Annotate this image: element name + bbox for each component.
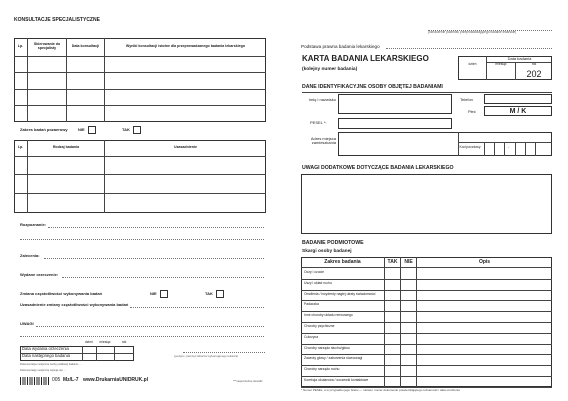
- table-row: [301, 344, 552, 355]
- no-cell[interactable]: [401, 300, 416, 311]
- exam-year-value[interactable]: 202: [526, 69, 542, 79]
- name-label: Imię i nazwisko: [308, 97, 336, 102]
- work-yes-checkbox[interactable]: [216, 290, 224, 298]
- sex-label: Płeć: [468, 109, 476, 114]
- institution-stamp-note: (oznaczenie podmiotu przeprowadzającego badanie lekarskie): [428, 30, 517, 34]
- description-cell[interactable]: [417, 365, 552, 376]
- card-title: KARTA BADANIA LEKARSKIEGO: [302, 54, 429, 63]
- barcode-icon: [20, 377, 50, 385]
- table-row: [301, 290, 552, 301]
- row-label: Choroby narządu słuchu/głosu: [304, 345, 350, 350]
- description-cell[interactable]: [417, 322, 552, 333]
- no-cell[interactable]: [401, 268, 416, 279]
- row-label: Oczy i czucie: [304, 270, 324, 274]
- table-row: [301, 268, 552, 279]
- table-row: [301, 300, 552, 311]
- consult-header-referral: Skierowanie do specjalisty: [33, 42, 61, 50]
- footer-url[interactable]: www.DrukarniaUNIDRUK.pl: [83, 377, 149, 383]
- yes-cell[interactable]: [385, 268, 400, 279]
- phone-field[interactable]: [484, 94, 552, 104]
- footer-code: 005: [52, 377, 61, 383]
- table-row: [301, 311, 552, 322]
- header-scope: Zakres badania: [324, 258, 361, 265]
- issue-day-col: dzień: [85, 340, 93, 344]
- no-cell[interactable]: [401, 354, 416, 365]
- certificate-label: Wydane orzeczenie:: [20, 272, 59, 277]
- row-label: Choroby psychiczne: [304, 324, 335, 328]
- row-label: Omdlenia / incydenty nagłej utraty świadomości: [304, 291, 376, 296]
- yes-cell[interactable]: [385, 376, 400, 387]
- exam-header-lp: Lp.: [17, 145, 24, 150]
- work-yes-label: TAK: [205, 291, 213, 296]
- row-label: Inne choroby układu nerwowego: [304, 313, 353, 318]
- card-sub: (kolejny numer badania): [302, 67, 358, 72]
- address-label: Adres miejsca zamieszkania: [310, 136, 336, 146]
- consult-header-date: Data konsultacji: [71, 44, 100, 49]
- date-next-label: Data następnego badania: [22, 353, 70, 358]
- table-row: [301, 322, 552, 333]
- yes-cell[interactable]: [385, 365, 400, 376]
- date-day-col: dzień: [468, 62, 477, 66]
- date-year-col: rok: [531, 62, 537, 66]
- phone-label: Telefon: [460, 97, 473, 102]
- yes-cell[interactable]: [385, 354, 400, 365]
- no-cell[interactable]: [401, 333, 416, 344]
- exam-header-type: Rodzaj badania: [52, 145, 80, 150]
- no-cell[interactable]: [401, 322, 416, 333]
- description-cell[interactable]: [417, 376, 552, 387]
- scope-yes-checkbox[interactable]: [133, 126, 141, 134]
- address-field[interactable]: [338, 132, 552, 156]
- description-cell[interactable]: [417, 268, 552, 279]
- table-row: [301, 365, 552, 376]
- pesel-label: PESEL *:: [310, 120, 327, 125]
- scope-yes-label: TAK: [122, 127, 130, 132]
- yes-cell[interactable]: [385, 290, 400, 301]
- row-label: Choroby narządu ruchu: [304, 367, 340, 372]
- table-row: [301, 279, 552, 290]
- no-cell[interactable]: [401, 290, 416, 301]
- header-yes: TAK: [387, 258, 398, 265]
- table-row: [301, 376, 552, 387]
- no-cell[interactable]: [401, 344, 416, 355]
- description-cell[interactable]: [417, 333, 552, 344]
- remarks-label: UWAGI: [20, 321, 34, 326]
- yes-cell[interactable]: [385, 344, 400, 355]
- legal-basis-label: Podstawa prawna badania lekarskiego: [301, 44, 380, 49]
- small-print-1: Dokumentacja medyczna osoby poddanej badaniu; ...: [20, 363, 82, 366]
- small-print-2: Dokumentację medyczną wpisuje się: ...: [20, 369, 67, 372]
- description-cell[interactable]: [417, 311, 552, 322]
- issue-month-col: miesiąc: [99, 340, 111, 344]
- footer-note: ***niepotrzebne skreślić: [233, 379, 263, 383]
- name-field[interactable]: [338, 94, 452, 114]
- work-no-label: NIE: [150, 291, 157, 296]
- consult-title: KONSULTACJE SPECJALISTYCZNE: [14, 17, 100, 23]
- row-label: Korekcja okularowa / soczewki kontaktowe: [304, 378, 369, 382]
- table-row: [301, 333, 552, 344]
- row-label: Padaczka: [304, 302, 319, 307]
- scope-label: Zakres badań pozaerowy: [20, 127, 68, 132]
- diagnosis-label: Rozpoznanie:: [20, 222, 46, 227]
- description-cell[interactable]: [417, 290, 552, 301]
- consult-header-lp: Lp.: [17, 44, 24, 49]
- exam-date-label: Data badania: [507, 56, 532, 61]
- date-month-col: miesiąc: [495, 62, 507, 66]
- yes-cell[interactable]: [385, 322, 400, 333]
- pesel-field[interactable]: [338, 118, 452, 129]
- no-cell[interactable]: [401, 376, 416, 387]
- row-label: Cukrzyca: [304, 334, 319, 339]
- description-cell[interactable]: [417, 354, 552, 365]
- no-cell[interactable]: [401, 279, 416, 290]
- row-label: Uszy i układ ruchu: [304, 280, 332, 285]
- description-cell[interactable]: [417, 344, 552, 355]
- work-frequency-label: Zmiana częstotliwości wykonywania badań: [20, 291, 103, 296]
- footer-id: Mz/L-7: [63, 377, 79, 383]
- no-cell[interactable]: [401, 365, 416, 376]
- id-title: DANE IDENTYFIKACYJNE OSOBY OBJĘTEJ BADANIAMI: [302, 84, 443, 90]
- notes-field[interactable]: [301, 174, 552, 234]
- scope-no-checkbox[interactable]: [88, 126, 96, 134]
- justification-label: Uzasadnienie zmiany częstotliwości wykonywania badań: [20, 302, 129, 307]
- yes-cell[interactable]: [385, 300, 400, 311]
- consult-header-results: Wyniki konsultacji istotne dla przeprowadzanego badania lekarskiego: [125, 44, 246, 49]
- subject-title: BADANIE PODMIOTOWE: [302, 240, 364, 246]
- scope-no-label: NIE: [78, 127, 85, 132]
- postcode-label: Kod pocztowy: [459, 145, 481, 149]
- date-issue-label: Data wydania orzeczenia: [22, 346, 69, 351]
- header-description: Opis: [478, 258, 491, 265]
- subject-sub: Skargi osoby badanej: [302, 249, 352, 254]
- doctor-stamp-note: (podpis i pieczęć lekarza wykonującego lekarza): [174, 354, 239, 358]
- yes-cell[interactable]: [385, 311, 400, 322]
- work-no-checkbox[interactable]: [160, 290, 168, 298]
- header-no: NIE: [404, 258, 413, 265]
- yes-cell[interactable]: [385, 333, 400, 344]
- issue-year-col: rok: [121, 340, 127, 344]
- notes-title: UWAGI DODATKOWE DOTYCZĄCE BADANIA LEKARSKIEGO: [302, 165, 454, 171]
- description-cell[interactable]: [417, 300, 552, 311]
- footnote: * Numer PESEL, a w przypadku jego braku — nazwa i numer dokumentu potwierdzającego tożsamość i data urodzenia: [301, 388, 460, 392]
- recommendations-label: Zalecenia:: [20, 253, 40, 258]
- no-cell[interactable]: [401, 311, 416, 322]
- yes-cell[interactable]: [385, 279, 400, 290]
- sex-field[interactable]: M / K: [484, 106, 552, 116]
- table-row: [301, 354, 552, 365]
- exam-header-justification: Uzasadnienie: [174, 145, 197, 150]
- row-label: Zawroty głowy / zaburzenia równowagi: [304, 356, 363, 361]
- description-cell[interactable]: [417, 279, 552, 290]
